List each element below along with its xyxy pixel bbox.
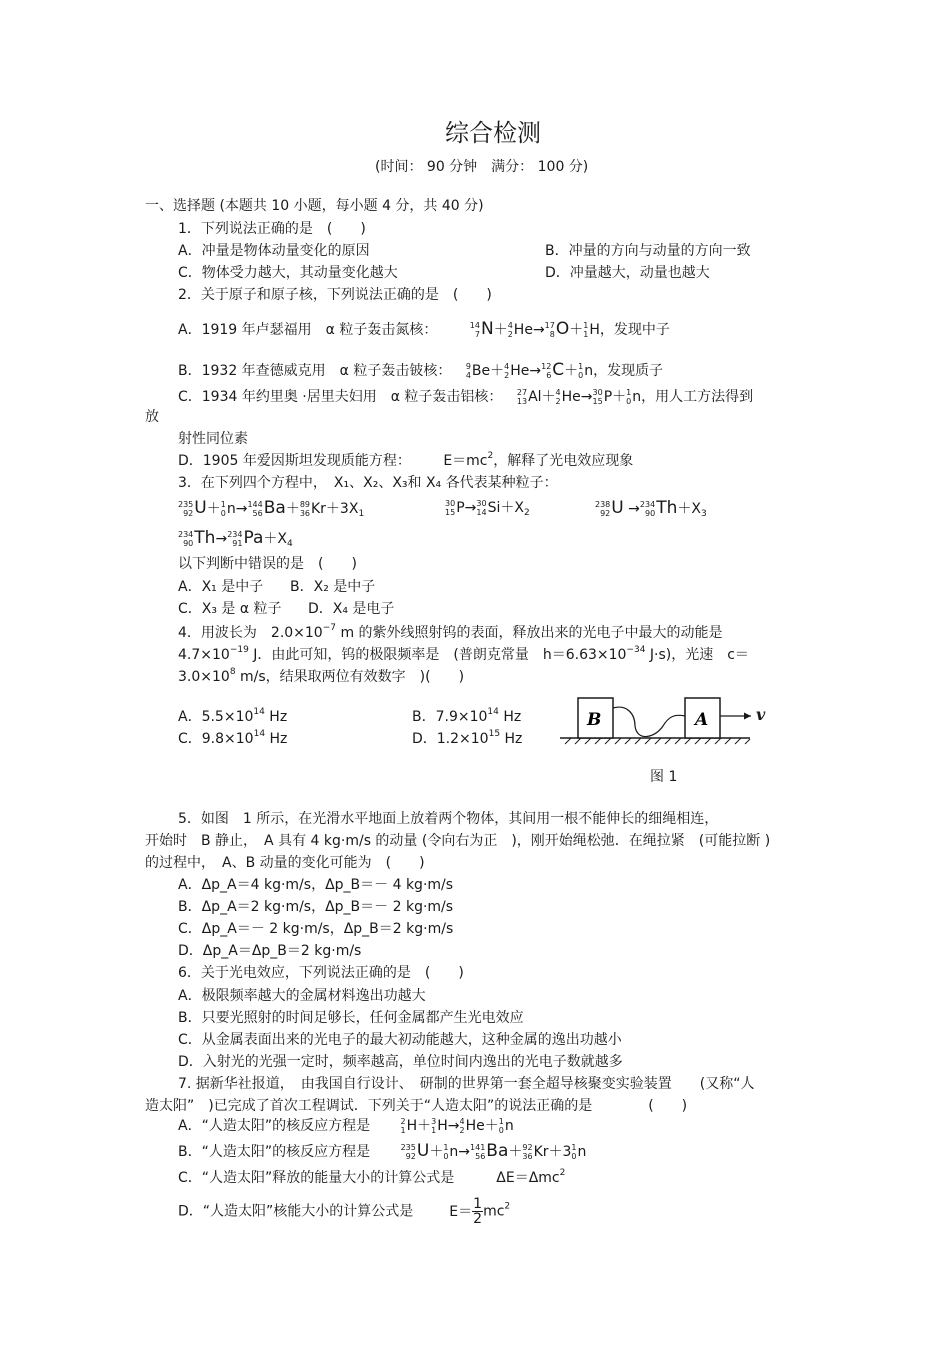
q3-equation-2: 30 15 P→ 30 14 $Si+X_2$ — [445, 499, 530, 518]
q1-option-a: A．冲量是物体动量变化的原因 — [178, 243, 370, 259]
q5-option-d: D．Δp_A＝Δp_B＝2 kg·m/s — [178, 943, 362, 959]
q2-option-a — [178, 320, 670, 339]
q6-option-d: D．入射光的光强一定时，频率越高，单位时间内逸出的光电子数就越多 — [178, 1054, 623, 1070]
equation: 27 13 Al＋ 4 2 He→ 30 15 P＋ 1 0 n — [516, 388, 642, 406]
q7-stem-line1: 7. 据新华社报道， 由我国自行设计、 研制的世界第一套全超导核聚变实验装置 (又称“人 — [178, 1076, 755, 1092]
q2-option-c-wrap1: 放 — [145, 409, 159, 425]
q3-equation-1: 235 92 U＋ 1 0 n→ 144 56 Ba＋ 89 36 $Kr+3X_1$ — [178, 498, 365, 519]
q2-option-c — [178, 388, 753, 406]
q6-option-c: C．从金属表面出来的光电子的最大初动能越大，这种金属的逸出功越小 — [178, 1032, 622, 1048]
q3-option-b: B．X₂ 是中子 — [290, 579, 376, 595]
q5-option-a: A．Δp_A＝4 kg·m/s，Δp_B＝－ 4 kg·m/s — [178, 877, 454, 893]
q2-c-text: C．1934 年约里奥 ·居里夫妇用 α 粒子轰击铝核： — [178, 389, 503, 405]
q2-option-b — [178, 361, 663, 380]
q5-stem-line2: 开始时 B 静止， A 具有 4 kg·m/s 的动量 (令向右为正 )，刚开始绳松弛．在绳拉紧 (可能拉断 ) — [145, 833, 771, 849]
q4-stem-line3: $3.0\times 10^8$ m/s，结果取两位有效数字 )( ) — [178, 667, 465, 685]
q6-stem: 6．关于光电效应，下列说法正确的是 ( ) — [178, 965, 464, 981]
equation: 235 92 U＋ 1 0 n→ 141 56 Ba＋ 92 36 Kr＋3 1 0 n — [400, 1141, 587, 1161]
q7-option-d: D．“人造太阳”核能大小的计算公式是 E＝ $\frac{1}{2}$ $mc^2$ — [178, 1196, 511, 1227]
equation: $E=mc^2$ — [443, 451, 494, 469]
q7-option-b: B．“人造太阳”的核反应方程是 235 92 U＋ 1 0 n→ 141 56 Ba＋ 92 36 Kr＋3 1 0 n — [178, 1141, 587, 1161]
q7-option-a: A．“人造太阳”的核反应方程是 2 1 H＋ 3 1 H→ 4 2 He＋ 1 0 n — [178, 1117, 514, 1135]
q2-b-tail: ，发现质子 — [593, 363, 664, 379]
block-a-label: A — [695, 710, 709, 730]
figure-caption: 图 1 — [650, 769, 678, 785]
q3-stem: 3．在下列四个方程中， X₁、X₂、X₃和 X₄ 各代表某种粒子： — [178, 475, 558, 491]
q2-option-d — [178, 452, 633, 470]
q5-stem-line1: 5．如图 1 所示，在光滑水平地面上放着两个物体，其间用一根不能伸长的细绳相连， — [178, 811, 719, 827]
q3-judge: 以下判断中错误的是 ( ) — [178, 556, 357, 572]
equation: 14 7 N＋ 4 2 He→ 17 8 O＋ 1 1 H — [469, 319, 600, 339]
fraction: $\frac{1}{2}$ — [473, 1196, 483, 1227]
figure-1 — [555, 692, 755, 752]
q5-option-c: C．Δp_A＝－ 2 kg·m/s，Δp_B＝2 kg·m/s — [178, 921, 454, 937]
q5-option-b: B．Δp_A＝2 kg·m/s，Δp_B＝－ 2 kg·m/s — [178, 899, 454, 915]
q1-option-c: C．物体受力越大，其动量变化越大 — [178, 265, 398, 281]
q3-option-c: C．X₃ 是 α 粒子 — [178, 601, 282, 617]
q3-equation-3: 238 92 U → 234 90 $Th+X_3$ — [595, 498, 707, 519]
formula: E＝ — [449, 1203, 473, 1220]
section-heading: 一、选择题 (本题共 10 小题，每小题 4 分，共 40 分) — [145, 198, 484, 214]
q4-stem-line2: $4.7\times 10^{-19}$ J．由此可知，钨的极限频率是 (普朗克常量 $h=6.63\times 10^{-34}$ J·s)，光速 c＝ — [178, 645, 749, 663]
page-title: 综合检测 — [445, 119, 541, 147]
q2-c-tail: ，用人工方法得到 — [641, 389, 754, 405]
ground — [560, 738, 750, 744]
q5-stem-line3: 的过程中， A、B 动量的变化可能为 ( ) — [145, 855, 425, 871]
q4-option-d: D．$1.2\times 10^{15}$ Hz — [412, 729, 523, 747]
q2-a-tail: ，发现中子 — [599, 322, 670, 338]
q6-option-a: A．极限频率越大的金属材料逸出功越大 — [178, 988, 426, 1004]
block-b-label: B — [587, 710, 602, 730]
equation: 9 4 Be＋ 4 2 He→ 12 6 C＋ 1 0 n — [465, 360, 594, 380]
equation: 2 1 H＋ 3 1 H→ 4 2 He＋ 1 0 n — [400, 1117, 514, 1135]
q1-stem: 1．下列说法正确的是 ( ) — [178, 221, 366, 237]
q2-option-c-wrap2: 射性同位素 — [178, 431, 248, 447]
q6-option-b: B．只要光照射的时间足够长，任何金属都产生光电效应 — [178, 1010, 524, 1026]
formula: ΔE＝Δmc — [496, 1170, 560, 1186]
q3-option-d: D．X₄ 是电子 — [308, 601, 395, 617]
q3-option-a: A．X₁ 是中子 — [178, 579, 264, 595]
rope — [613, 707, 685, 736]
q2-d-tail: ，解释了光电效应现象 — [493, 453, 634, 469]
q4-option-a: A．$5.5\times 10^{14}$ Hz — [178, 707, 288, 725]
q3-equation-4: 234 90 Th→ 234 91 $Pa+X_4$ — [178, 528, 293, 549]
exam-meta: (时间： 90 分钟 满分： 100 分) — [375, 159, 589, 175]
q4-stem-line1: 4．用波长为 $2.0\times 10^{-7}$ m 的紫外线照射钨的表面，释放出来的光电子中最大的动能是 — [178, 623, 723, 641]
q1-option-d: D．冲量越大，动量也越大 — [545, 265, 710, 281]
q2-d-text: D．1905 年爱因斯坦发现质能方程： — [178, 453, 411, 469]
arrow-head — [744, 713, 751, 720]
q7-stem-line2: 造太阳” )已完成了首次工程调试．下列关于“人造太阳”的说法正确的是 ( ) — [145, 1098, 688, 1114]
q2-a-text: A．1919 年卢瑟福用 α 粒子轰击氮核： — [178, 322, 438, 338]
q7-option-c: C．“人造太阳”释放的能量大小的计算公式是 ΔE＝Δmc$^2$ — [178, 1168, 566, 1186]
q4-option-b: B．$7.9\times 10^{14}$ Hz — [412, 707, 522, 725]
q1-option-b: B．冲量的方向与动量的方向一致 — [545, 243, 751, 259]
q4-option-c: C．$9.8\times 10^{14}$ Hz — [178, 729, 288, 747]
q2-b-text: B．1932 年查德威克用 α 粒子轰击铍核： — [178, 363, 452, 379]
q2-stem: 2．关于原子和原子核，下列说法正确的是 ( ) — [178, 287, 492, 303]
velocity-label: v — [756, 705, 766, 724]
